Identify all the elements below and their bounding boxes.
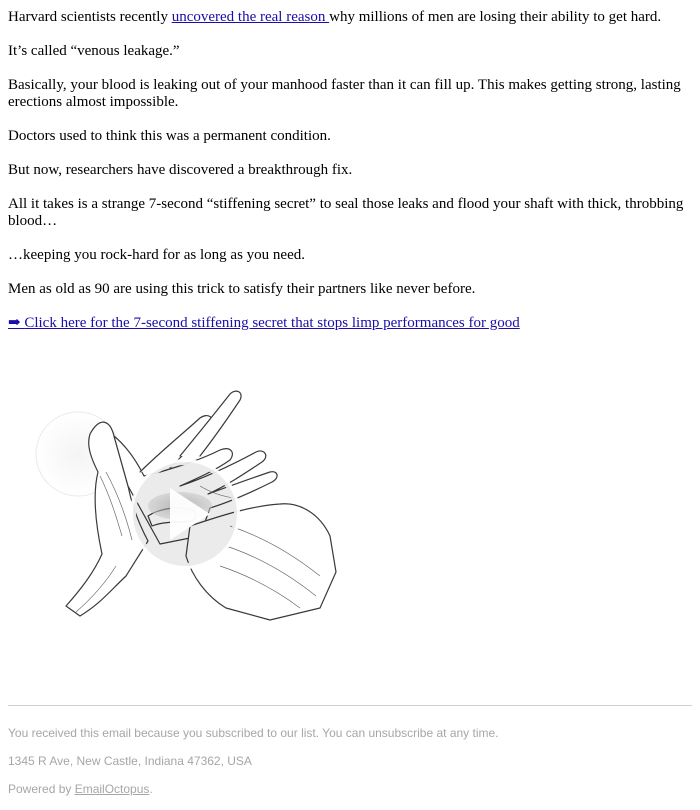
paragraph-explanation: Basically, your blood is leaking out of your manhood faster than it can fill up. This makes getting strong, lasting erections almost impossible. xyxy=(8,77,681,110)
paragraph-intro xyxy=(8,9,692,26)
paragraph-venous-leakage: It’s called “venous leakage.” xyxy=(8,43,180,59)
play-icon xyxy=(133,462,237,566)
video-thumbnail[interactable] xyxy=(30,376,340,626)
cta-link[interactable] xyxy=(8,315,520,331)
cta-link-label: Click here for the 7-second stiffening secret that stops limp performances for good xyxy=(24,315,520,331)
subscription-notice: You received this email because you subscribed to our list. You can unsubscribe at any time. xyxy=(8,726,499,740)
paragraph-intro-text-end: why millions of men are losing their ability to get hard. xyxy=(329,9,662,25)
sender-address: 1345 R Ave, New Castle, Indiana 47362, USA xyxy=(8,754,252,768)
arrow-right-icon: ➡ xyxy=(8,315,21,331)
paragraph-men-90: Men as old as 90 are using this trick to satisfy their partners like never before. xyxy=(8,281,476,297)
powered-by-suffix: . xyxy=(149,782,153,796)
paragraph-secret: All it takes is a strange 7-second “stiffening secret” to seal those leaks and flood your shaft with thick, throbbing blood… xyxy=(8,196,684,229)
cta-paragraph xyxy=(8,315,692,332)
powered-by xyxy=(8,781,692,809)
hands-illustration-icon xyxy=(30,376,340,626)
emailoctopus-link[interactable]: EmailOctopus xyxy=(74,782,150,796)
paragraph-breakthrough: But now, researchers have discovered a breakthrough fix. xyxy=(8,162,353,178)
email-footer xyxy=(8,725,692,809)
paragraph-rock-hard: …keeping you rock-hard for as long as you need. xyxy=(8,247,305,263)
paragraph-permanent-condition: Doctors used to think this was a permanent condition. xyxy=(8,128,331,144)
footer-divider xyxy=(8,705,692,706)
real-reason-link[interactable]: uncovered the real reason xyxy=(171,9,330,25)
email-body xyxy=(8,0,692,349)
powered-by-prefix: Powered by xyxy=(8,782,75,796)
paragraph-intro-text-start: Harvard scientists recently xyxy=(8,9,172,25)
